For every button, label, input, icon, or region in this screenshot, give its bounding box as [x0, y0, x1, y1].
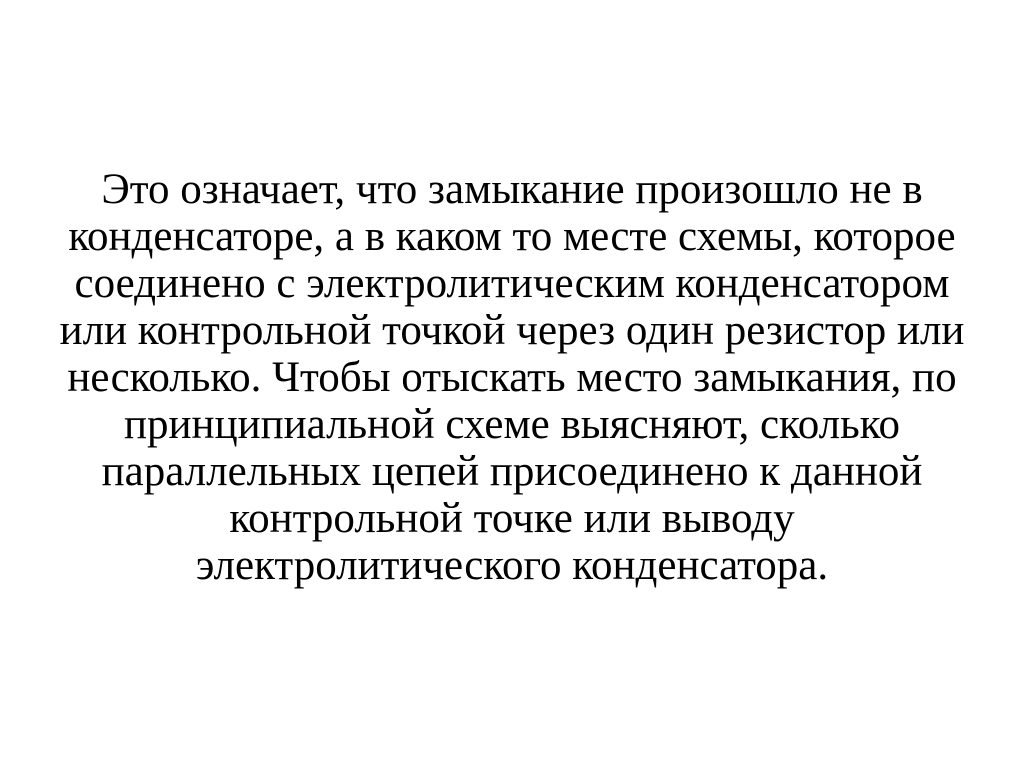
- paragraph-line: или контрольной точкой через один резистор или: [59, 307, 965, 354]
- paragraph-line: несколько. Чтобы отыскать место замыкания, по: [67, 354, 957, 401]
- paragraph-line: соединено с электролитическим конденсатором: [74, 260, 950, 307]
- paragraph-line: Это означает, что замыкание произошло не в: [101, 166, 923, 213]
- paragraph-line: конденсаторе, а в каком то месте схемы, которое: [68, 213, 956, 260]
- slide-paragraph: [0, 166, 1024, 589]
- paragraph-line: параллельных цепей присоединено к данной: [101, 448, 923, 495]
- paragraph-line: контрольной точке или выводу: [229, 495, 795, 542]
- paragraph-line: электролитического конденсатора.: [195, 542, 829, 589]
- paragraph-line: принципиальной схеме выясняют, сколько: [124, 401, 900, 448]
